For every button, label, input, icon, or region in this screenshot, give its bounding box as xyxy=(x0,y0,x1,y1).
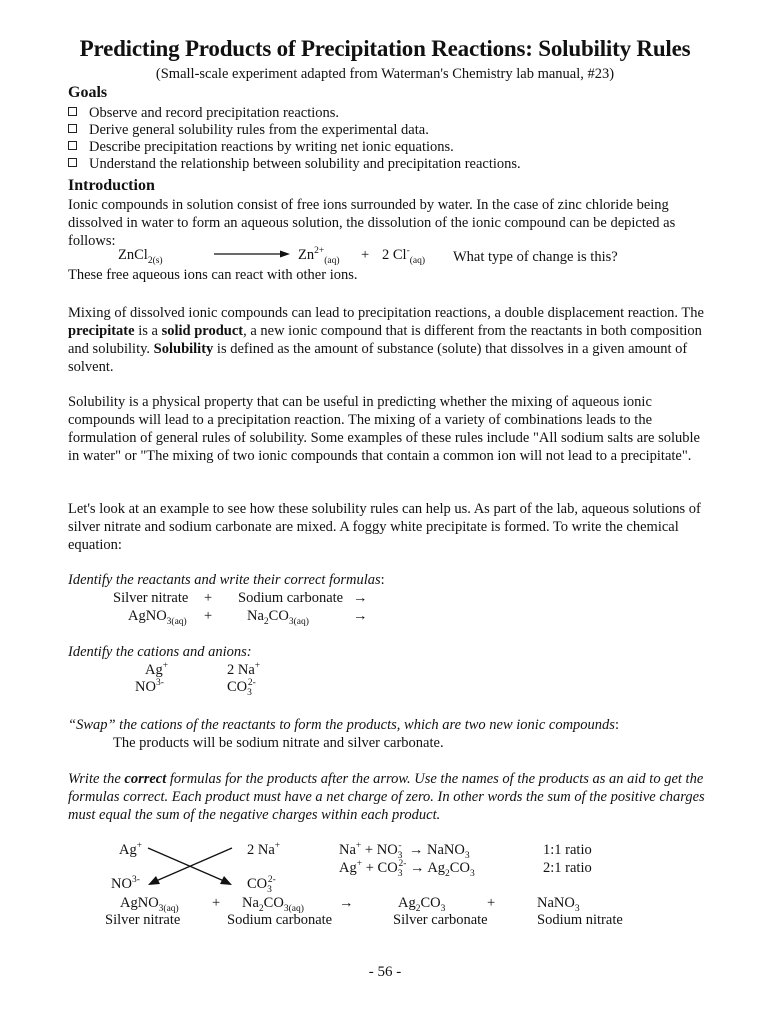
final-plus: + xyxy=(212,895,221,911)
intro-paragraph-1: Ionic compounds in solution consist of free ions surrounded by water. In the case of zinc chloride being dissolved in water to form an aqueous solution, the dissolution of the ionic compound can be depicted as follows: xyxy=(68,197,676,249)
step-write-formulas: Write the correct formulas for the products after the arrow. Use the names of the products as an aid to get the formulas correct. Each product must have a net charge of zero. In other words the sum of the positive charges must equal the sum of the negative charges within each product. xyxy=(68,771,705,823)
swap-cross-arrows xyxy=(140,844,240,892)
diagram-cation-sodium: 2 Na+ xyxy=(247,841,281,858)
equation-reactant: ZnCl$_{2(s)}$ xyxy=(118,247,163,266)
cation-silver: Ag+ xyxy=(145,661,169,678)
after-equation-text: These free aqueous ions can react with other ions. xyxy=(68,267,358,283)
page-number: - 56 - xyxy=(368,964,402,980)
intro-paragraph-4: Let's look at an example to see how these solubility rules can help us. As part of the lab, aqueous solutions of silver nitrate and sodium carbonate are mixed. A foggy white precipitate is formed. To write the chemical equation: xyxy=(68,501,701,553)
diagram-anion-carbonate: $CO_3^{2-}$ xyxy=(247,875,276,895)
ion-equation-sodium-nitrate: $Na^+ + NO_3^-$ → NaNO$_3$ xyxy=(339,841,470,861)
ion-equation-silver-carbonate: $Ag^+ + CO_3^{2-} \to Ag_2CO_3$ xyxy=(339,859,475,879)
name-sodium-nitrate: Sodium nitrate xyxy=(537,912,623,928)
goal-item: Derive general solubility rules from the experimental data. xyxy=(68,122,429,139)
reactant-formula-1: AgNO$_{3(aq)}$ xyxy=(128,608,187,627)
goal-item: Describe precipitation reactions by writing net ionic equations. xyxy=(68,139,454,156)
cation-sodium: 2 Na+ xyxy=(227,661,261,678)
reactant-formula-2: $Na_2CO_{3(aq)}$ xyxy=(247,608,309,627)
checkbox-icon xyxy=(68,124,77,133)
ratio-2: 2:1 ratio xyxy=(543,860,592,876)
anion-nitrate: $NO^{3-}$ xyxy=(135,678,164,695)
reactant-name-1: Silver nitrate xyxy=(113,590,189,606)
step-swap-cations: “Swap” the cations of the reactants to form the products, which are two new ionic compounds: xyxy=(68,717,619,733)
goal-item: Observe and record precipitation reactions. xyxy=(68,105,339,122)
checkbox-icon xyxy=(68,158,77,167)
equation-question: What type of change is this? xyxy=(453,249,618,265)
final-product-1: $Ag_2CO_3$ xyxy=(398,895,446,914)
goals-heading: Goals xyxy=(68,84,108,101)
page-title: Predicting Products of Precipitation Reactions: Solubility Rules xyxy=(79,36,691,61)
subtitle: (Small-scale experiment adapted from Waterman's Chemistry lab manual, #23) xyxy=(155,66,615,82)
intro-paragraph-2: Mixing of dissolved ionic compounds can lead to precipitation reactions, a double displacement reaction. The precipitate is a solid product, a new ionic compound that is different from the reactants in both composition and solubility. Solubility is defined as the amount of substance (solute) that dissolves in a given amount of solvent. xyxy=(68,305,704,375)
final-reactant-1: AgNO$_{3(aq)}$ xyxy=(120,895,179,914)
plus-sign: + xyxy=(204,590,213,606)
checkbox-icon xyxy=(68,107,77,116)
diagram-cation-silver: Ag+ xyxy=(119,841,143,858)
diagram-anion-nitrate: $NO^{3-}$ xyxy=(111,875,140,892)
equation-product-chloride: 2 $Cl^-_{(aq)}$ xyxy=(382,246,426,266)
final-reactant-2: $Na_2CO_{3(aq)}$ xyxy=(242,895,304,914)
reaction-arrow-icon xyxy=(212,248,290,260)
ratio-1: 1:1 ratio xyxy=(543,842,592,858)
anion-carbonate: $CO_3^{2-}$ xyxy=(227,678,256,698)
intro-paragraph-3: Solubility is a physical property that can be useful in predicting whether the mixing of aqueous ionic compounds will lead to a precipitation reaction. The mixing of a variety of combinations leads to the formulation of general rules of solubility. Some examples of these rules include "All sodium salts are soluble in water" or "The mixing of two ionic compounds that contain a common ion will not lead to a precipitate". xyxy=(68,394,700,464)
equation-plus: + xyxy=(361,247,370,263)
final-product-2: NaNO$_3$ xyxy=(537,895,580,914)
name-silver-carbonate: Silver carbonate xyxy=(393,912,488,928)
final-arrow-icon: → xyxy=(339,895,354,911)
final-plus: + xyxy=(487,895,496,911)
introduction-heading: Introduction xyxy=(68,177,155,194)
step-identify-ions: Identify the cations and anions: xyxy=(68,644,252,660)
goal-item: Understand the relationship between solubility and precipitation reactions. xyxy=(68,156,521,173)
equation-product-zinc: $Zn^{2+}_{(aq)}$ xyxy=(298,246,340,266)
arrow-icon: → xyxy=(353,590,368,606)
step-identify-reactants: Identify the reactants and write their correct formulas: xyxy=(68,572,385,588)
arrow-icon: → xyxy=(353,608,368,624)
reactant-name-2: Sodium carbonate xyxy=(238,590,344,606)
name-sodium-carbonate: Sodium carbonate xyxy=(227,912,333,928)
swap-result-text: The products will be sodium nitrate and silver carbonate. xyxy=(113,735,444,751)
plus-sign: + xyxy=(204,608,213,624)
checkbox-icon xyxy=(68,141,77,150)
name-silver-nitrate: Silver nitrate xyxy=(105,912,181,928)
